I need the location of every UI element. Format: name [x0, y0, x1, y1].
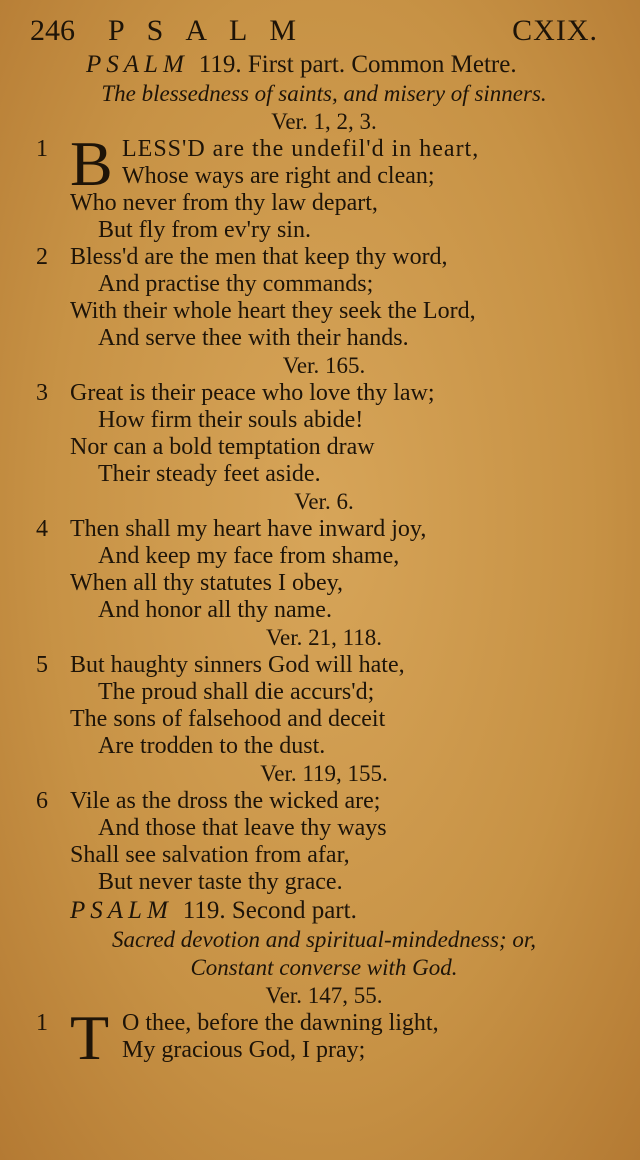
stanza-line: T O thee, before the dawning light, [70, 1002, 439, 1073]
running-head-numeral: CXIX. [512, 14, 598, 47]
stanza-line: Their steady feet aside. [98, 461, 321, 487]
part-two-stanza-1 [36, 1002, 618, 1073]
drop-cap: T [70, 1002, 110, 1073]
stanza-line: The proud shall die accurs'd; [98, 679, 375, 705]
verse-reference: Ver. 165. [282, 353, 366, 378]
verse-reference: Ver. 1, 2, 3. [271, 109, 377, 134]
stanza-4 [36, 516, 618, 624]
stanza-line: And keep my face from shame, [98, 543, 400, 569]
stanza-line: Nor can a bold temptation draw [70, 434, 375, 460]
drop-cap: B [70, 128, 113, 199]
verse-reference: Ver. 147, 55. [265, 983, 383, 1008]
stanza-line: Who never from thy law depart, [70, 190, 378, 216]
stanza-1 [36, 128, 618, 244]
verse-reference: Ver. 21, 118. [265, 625, 383, 650]
stanza-line: But fly from ev'ry sin. [98, 217, 311, 243]
stanza-number: 6 [36, 788, 48, 814]
part-two-title-rest: 119. Second part. [182, 897, 357, 924]
stanza-number: 5 [36, 652, 48, 678]
stanza-line: How firm their souls abide! [98, 407, 364, 433]
part-one-subtitle: The blessedness of saints, and misery of sinners. [101, 81, 547, 106]
stanza-line: And practise thy commands; [98, 271, 374, 297]
part-two-subtitle-line2: Constant converse with God. [190, 955, 458, 980]
stanza-line: When all thy statutes I obey, [70, 570, 344, 596]
stanza-line: Great is their peace who love thy law; [70, 380, 435, 406]
stanza-line: And serve thee with their hands. [98, 325, 409, 351]
stanza-2 [36, 244, 618, 352]
stanza-number: 1 [36, 136, 48, 162]
stanza-number: 3 [36, 380, 48, 406]
stanza-line: B LESS'D are the undefil'd in heart, [70, 128, 480, 199]
stanza-number: 1 [36, 1010, 48, 1036]
part-two-title [30, 896, 618, 926]
stanza-line: Then shall my heart have inward joy, [70, 516, 427, 542]
stanza-line: And honor all thy name. [98, 597, 332, 623]
stanza-line: And those that leave thy ways [98, 815, 387, 841]
stanza-line: Bless'd are the men that keep thy word, [70, 244, 448, 270]
stanza-6 [36, 788, 618, 896]
stanza-line: Shall see salvation from afar, [70, 842, 350, 868]
part-one-title [30, 50, 618, 80]
part-two-subtitle-line1: Sacred devotion and spiritual-mindedness; or, [112, 927, 536, 952]
part-one-psalm-word: PSALM [86, 51, 189, 78]
stanza-number: 4 [36, 516, 48, 542]
part-one-title-rest: 119. First part. Common Metre. [198, 51, 517, 78]
running-head [30, 14, 618, 50]
stanza-5 [36, 652, 618, 760]
stanza-line: The sons of falsehood and deceit [70, 706, 386, 732]
stanza-line: But haughty sinners God will hate, [70, 652, 405, 678]
stanza-line: Are trodden to the dust. [98, 733, 326, 759]
part-two-psalm-word: PSALM [70, 897, 173, 924]
stanza-line: With their whole heart they seek the Lord, [70, 298, 476, 324]
running-head-psalm: PSALM [108, 14, 319, 47]
stanza-line: Whose ways are right and clean; [122, 163, 435, 189]
stanza-3 [36, 380, 618, 488]
stanza-number: 2 [36, 244, 48, 270]
verse-reference: Ver. 119, 155. [260, 761, 388, 786]
stanza-line: Vile as the dross the wicked are; [70, 788, 381, 814]
verse-reference: Ver. 6. [294, 489, 354, 514]
stanza-line: But never taste thy grace. [98, 869, 343, 895]
stanza-line: My gracious God, I pray; [122, 1037, 366, 1063]
page-number: 246 [30, 14, 75, 47]
